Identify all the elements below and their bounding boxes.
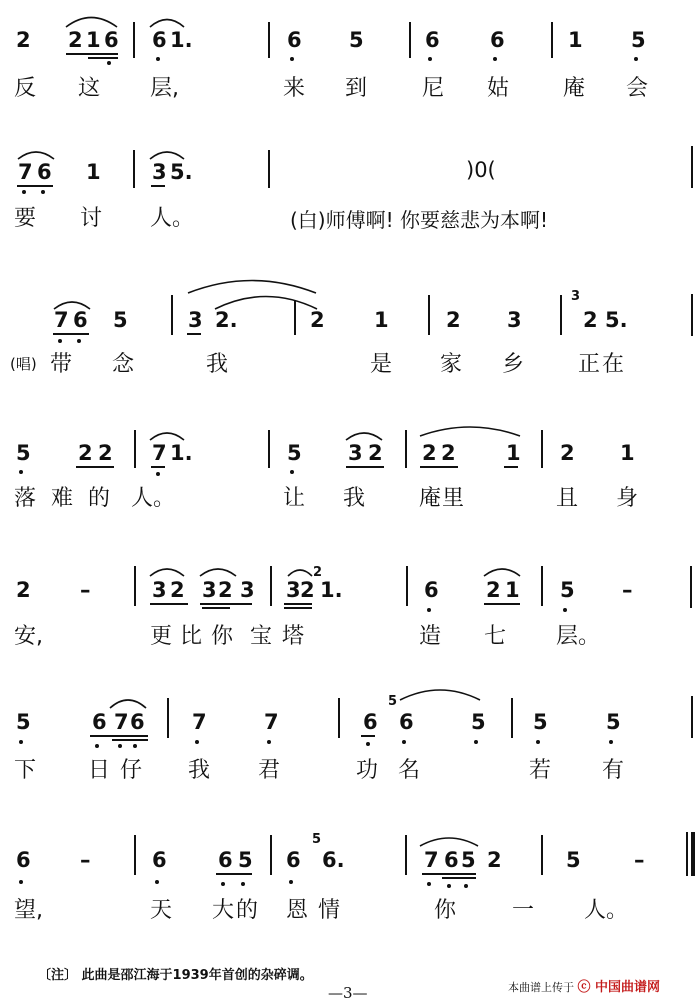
slur: [150, 569, 184, 576]
note: 1: [374, 308, 389, 332]
note: 6: [424, 578, 439, 602]
note: 3: [348, 441, 363, 465]
note: –: [634, 848, 645, 872]
note: 2: [16, 578, 31, 602]
note: 3: [152, 578, 167, 602]
note: 2: [486, 578, 501, 602]
octave-dot: [19, 470, 23, 474]
note: 2: [368, 441, 383, 465]
lyric: 日: [88, 758, 111, 783]
octave-dot: [195, 740, 199, 744]
note: 1: [505, 578, 520, 602]
slur: [150, 152, 184, 159]
note: 3: [286, 578, 301, 602]
lyric: 会: [626, 76, 649, 101]
beam: [90, 735, 148, 737]
lyric: 让: [283, 486, 306, 511]
beam: [66, 53, 118, 55]
grace-note: 2: [313, 565, 323, 580]
lyric: 的: [236, 898, 259, 923]
octave-dot: [428, 57, 432, 61]
lyric: 庵: [563, 76, 586, 101]
note: 6: [16, 848, 31, 872]
bar-line: [691, 696, 693, 738]
octave-dot: [427, 882, 431, 886]
lyric: 带: [50, 352, 73, 377]
beam: [53, 333, 89, 335]
lyric: 里: [442, 486, 465, 511]
lyric: 的: [88, 486, 111, 511]
note: 7: [192, 710, 207, 734]
note: 6: [130, 710, 145, 734]
octave-dot: [366, 742, 370, 746]
note: 5: [287, 441, 302, 465]
bar-line: [511, 698, 513, 738]
bar-line: [294, 300, 296, 335]
grace-note: 3: [571, 289, 581, 304]
watermark: [508, 976, 660, 995]
lyric: 讨: [80, 206, 103, 231]
note: 1: [86, 160, 101, 184]
note: 3: [202, 578, 217, 602]
octave-dot: [41, 190, 45, 194]
note: 2: [98, 441, 113, 465]
beam: [346, 466, 384, 468]
octave-dot: [95, 744, 99, 748]
note: 7: [424, 848, 439, 872]
bar-line: [690, 566, 692, 608]
lyric: 庵: [419, 486, 442, 511]
note: 6: [73, 308, 88, 332]
lyric: 人。: [131, 486, 176, 511]
beam: [484, 603, 520, 605]
octave-dot: [155, 880, 159, 884]
lyric: 大: [212, 898, 235, 923]
beam: [216, 873, 252, 875]
note: 1: [620, 441, 635, 465]
lyric: 家: [440, 352, 463, 377]
bar-line: [560, 295, 562, 335]
note: 5: [560, 578, 575, 602]
note: 7: [18, 160, 33, 184]
bar-line: [133, 22, 135, 58]
note: 2: [441, 441, 456, 465]
lyric: 正: [578, 352, 601, 377]
lyric: 造: [419, 624, 442, 649]
spoken-line: (白)师傅啊! 你要慈悲为本啊!: [290, 208, 548, 232]
octave-dot: [402, 740, 406, 744]
slur: [200, 569, 236, 576]
octave-dot: [290, 57, 294, 61]
note: –: [80, 848, 91, 872]
note: 6: [37, 160, 52, 184]
note: 5: [238, 848, 253, 872]
lyric: 名: [398, 758, 421, 783]
octave-dot: [536, 740, 540, 744]
slur: [484, 569, 520, 576]
bar-line: [167, 698, 169, 738]
bar-line: [551, 22, 553, 58]
lyric: 若: [529, 758, 552, 783]
lyric: 落: [14, 486, 37, 511]
bar-line: [134, 566, 136, 606]
note: 7: [54, 308, 69, 332]
note: 2: [300, 578, 315, 602]
octave-dot: [493, 57, 497, 61]
beam: [17, 185, 53, 187]
note: 7: [152, 441, 167, 465]
bar-line: [268, 22, 270, 58]
note: 5: [16, 441, 31, 465]
lyric: 一: [512, 898, 535, 923]
note: 2: [446, 308, 461, 332]
slur: [150, 433, 184, 440]
lyric: 且: [556, 486, 579, 511]
lyric: 身: [616, 486, 639, 511]
slur: [420, 838, 478, 846]
note: 1: [506, 441, 521, 465]
lyric: 这: [78, 76, 101, 101]
beam: [284, 607, 312, 609]
lyric: 我: [206, 352, 229, 377]
beam: [151, 466, 165, 468]
bar-line: [338, 698, 340, 738]
octave-dot: [609, 740, 613, 744]
octave-dot: [267, 740, 271, 744]
octave-dot: [118, 744, 122, 748]
note: –: [622, 578, 633, 602]
slur: [110, 700, 146, 708]
note: 2: [16, 28, 31, 52]
slur: [18, 152, 54, 159]
note: 2: [170, 578, 185, 602]
bar-line: [134, 835, 136, 875]
bar-line: [133, 150, 135, 188]
octave-dot: [447, 884, 451, 888]
note: 5: [566, 848, 581, 872]
bar-line: [541, 430, 543, 468]
note: 2: [583, 308, 598, 332]
note: 2: [78, 441, 93, 465]
beam: [88, 57, 118, 59]
beam: [202, 607, 230, 609]
note: 2: [310, 308, 325, 332]
beam: [187, 333, 201, 335]
beam: [200, 603, 252, 605]
slur: [400, 690, 480, 700]
note: 1.: [170, 441, 193, 465]
bar-line: [270, 566, 272, 606]
lyric: 望,: [14, 898, 43, 923]
lyric: 来: [283, 76, 306, 101]
beam: [150, 603, 188, 605]
lyric: 尼: [422, 76, 445, 101]
beam: [151, 185, 165, 187]
bar-line: [268, 150, 270, 188]
octave-dot: [133, 744, 137, 748]
site-logo[interactable]: ⓒ 中国曲谱网: [577, 980, 661, 995]
lyric: 人。: [584, 898, 629, 923]
note: –: [80, 578, 91, 602]
bar-line: [406, 566, 408, 606]
note: 3: [240, 578, 255, 602]
note: 6: [104, 28, 119, 52]
slur: [188, 281, 316, 294]
lyric: 层。: [556, 624, 601, 649]
octave-dot: [156, 472, 160, 476]
note: 6: [287, 28, 302, 52]
note: 3: [188, 308, 203, 332]
note: 6: [152, 848, 167, 872]
bar-line: [270, 835, 272, 875]
lyric: 情: [318, 898, 341, 923]
beam: [361, 735, 375, 737]
bar-line: [268, 430, 270, 468]
octave-dot: [221, 882, 225, 886]
lyric: 在: [602, 352, 625, 377]
note: 6: [152, 28, 167, 52]
note: 5.: [170, 160, 193, 184]
note: 5: [349, 28, 364, 52]
lyric: 宝: [250, 624, 273, 649]
lyric: 安,: [14, 624, 43, 649]
note: 1.: [170, 28, 193, 52]
note: 6: [425, 28, 440, 52]
bar-line: [134, 430, 136, 468]
note: 5: [606, 710, 621, 734]
octave-dot: [77, 339, 81, 343]
lyric: 要: [14, 206, 37, 231]
page-number: —3—: [328, 984, 368, 1002]
octave-dot: [634, 57, 638, 61]
lyric: 下: [14, 758, 37, 783]
bar-line: [405, 430, 407, 468]
bar-line: [691, 146, 693, 188]
beam: [442, 877, 476, 879]
note: 2: [68, 28, 83, 52]
final-bar-line: [686, 832, 688, 876]
grace-note: 5: [388, 694, 398, 709]
note: 7: [114, 710, 129, 734]
bar-line: [541, 835, 543, 875]
lyric: 念: [112, 352, 135, 377]
lyric: 你: [434, 898, 457, 923]
octave-dot: [19, 880, 23, 884]
footnote: 〔注〕 此曲是邵江海于1939年首创的杂碎调。: [38, 968, 313, 983]
lyric: 天: [150, 898, 173, 923]
note: 6: [444, 848, 459, 872]
note: 5: [16, 710, 31, 734]
note: 2: [422, 441, 437, 465]
beam: [420, 466, 458, 468]
slur: [150, 20, 184, 28]
beam: [284, 603, 312, 605]
lyric: 恩: [286, 898, 309, 923]
note: 1: [568, 28, 583, 52]
beam: [504, 466, 518, 468]
lyric: 更: [150, 624, 173, 649]
octave-dot: [427, 608, 431, 612]
beam: [422, 873, 476, 875]
note: 6: [218, 848, 233, 872]
octave-dot: [156, 57, 160, 61]
note: 7: [264, 710, 279, 734]
slur: [420, 427, 520, 436]
lyric: 姑: [487, 76, 510, 101]
note: 5.: [605, 308, 628, 332]
note: 2: [560, 441, 575, 465]
bar-line: [541, 566, 543, 606]
lyric: 仔: [120, 758, 143, 783]
octave-dot: [107, 61, 111, 65]
note: 5: [631, 28, 646, 52]
octave-dot: [464, 884, 468, 888]
slur: [288, 570, 312, 576]
lyric: 难: [51, 486, 74, 511]
lyric: 到: [345, 76, 368, 101]
lyric: 层,: [150, 76, 179, 101]
bar-line: [405, 835, 407, 875]
lyric: 乡: [502, 352, 525, 377]
note: 2: [218, 578, 233, 602]
note: 5: [113, 308, 128, 332]
lyric: 功: [356, 758, 379, 783]
sung-marker: (唱): [10, 355, 37, 373]
rest-mark: )0(: [466, 158, 496, 182]
note: 1: [86, 28, 101, 52]
octave-dot: [58, 339, 62, 343]
bar-line: [409, 22, 411, 58]
lyric: 比: [180, 624, 203, 649]
note: 6: [363, 710, 378, 734]
octave-dot: [290, 470, 294, 474]
note: 3: [152, 160, 167, 184]
upload-text: 本曲谱上传于: [508, 981, 574, 994]
lyric: 反: [14, 76, 37, 101]
lyric: 你: [211, 624, 234, 649]
octave-dot: [22, 190, 26, 194]
note: 6: [399, 710, 414, 734]
note: 2: [487, 848, 502, 872]
bar-line: [691, 294, 693, 336]
beam: [112, 739, 148, 741]
lyric: 我: [343, 486, 366, 511]
beam: [76, 466, 114, 468]
lyric: 塔: [282, 624, 305, 649]
lyric: 有: [602, 758, 625, 783]
final-bar-line: [691, 832, 695, 876]
lyric: 七: [484, 624, 507, 649]
lyric: 君: [258, 758, 281, 783]
note: 5: [471, 710, 486, 734]
slur: [66, 18, 117, 28]
octave-dot: [563, 608, 567, 612]
lyric: 是: [370, 352, 393, 377]
bar-line: [171, 295, 173, 335]
note: 5: [533, 710, 548, 734]
note: 2.: [215, 308, 238, 332]
note: 1.: [320, 578, 343, 602]
octave-dot: [289, 880, 293, 884]
note: 3: [507, 308, 522, 332]
note: 6: [490, 28, 505, 52]
note: 6: [286, 848, 301, 872]
slur: [346, 433, 382, 440]
lyric: 人。: [150, 206, 195, 231]
lyric: 我: [188, 758, 211, 783]
octave-dot: [474, 740, 478, 744]
octave-dot: [241, 882, 245, 886]
bar-line: [428, 295, 430, 335]
note: 5: [461, 848, 476, 872]
note: 6: [92, 710, 107, 734]
octave-dot: [19, 740, 23, 744]
grace-note: 5: [312, 832, 322, 847]
note: 6.: [322, 848, 345, 872]
